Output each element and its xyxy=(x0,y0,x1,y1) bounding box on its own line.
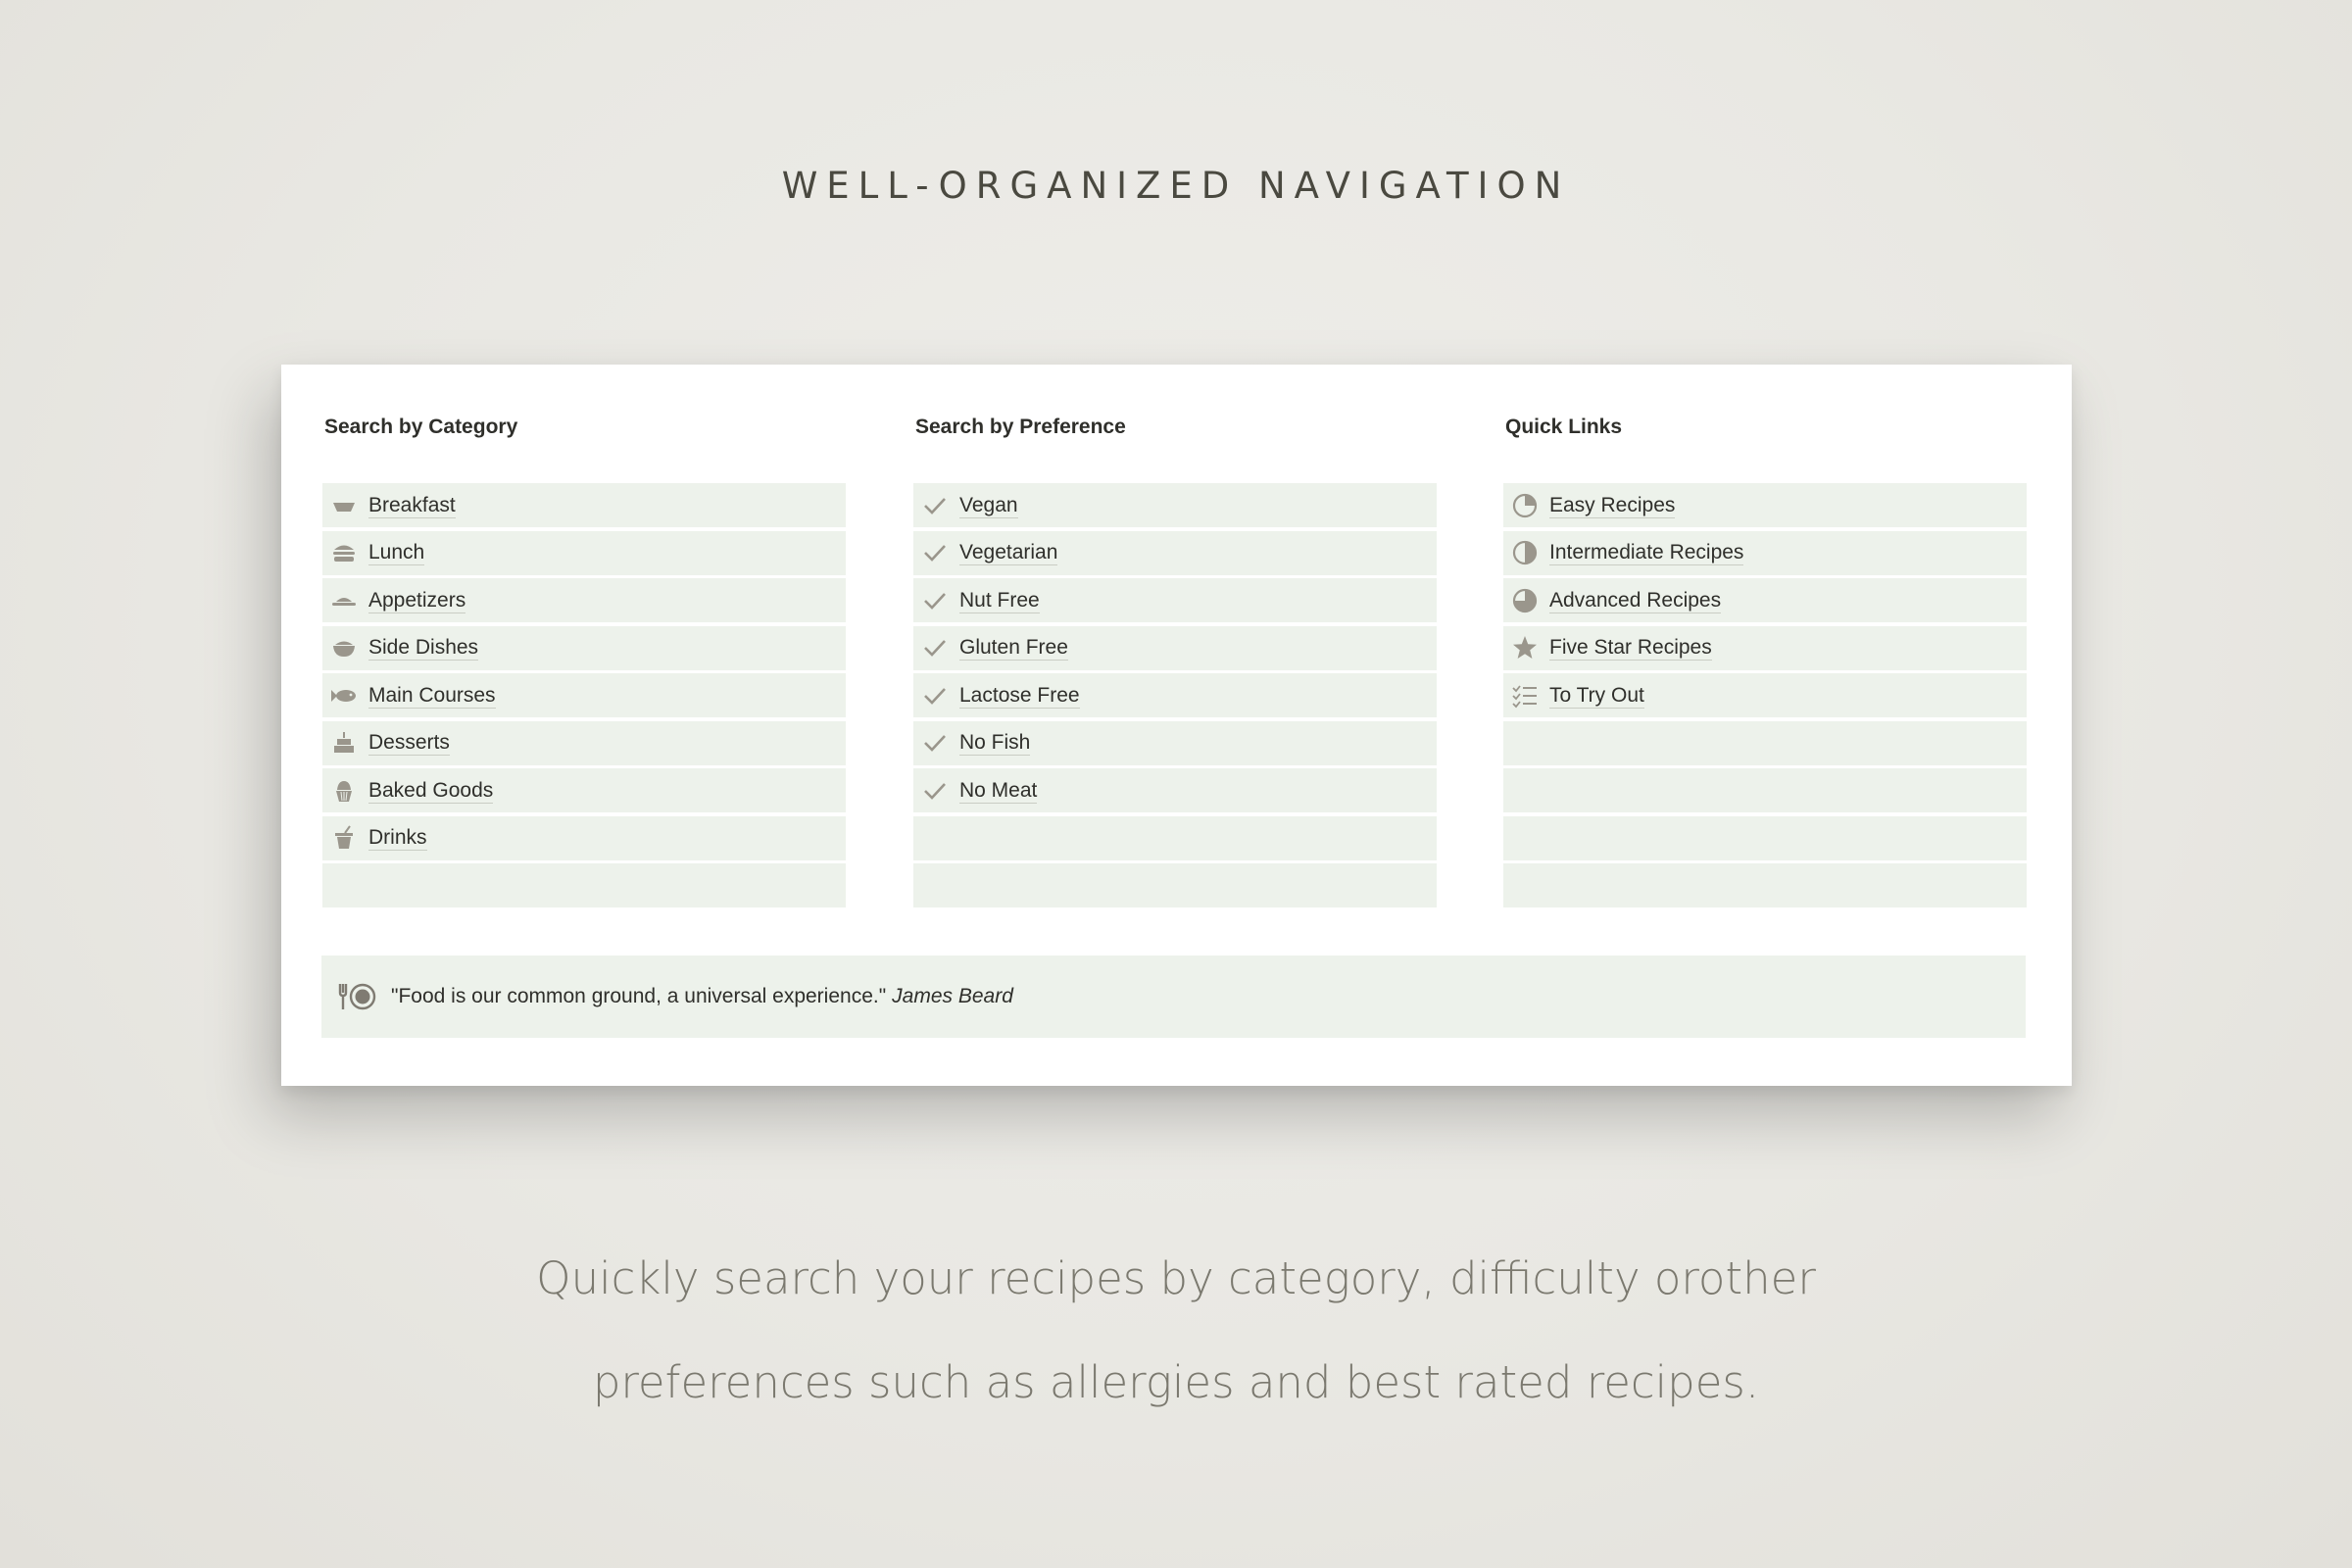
preference-item-empty xyxy=(913,863,1437,907)
quote-callout xyxy=(321,956,2026,1038)
preference-item-gluten-free[interactable] xyxy=(913,626,1437,670)
check-icon xyxy=(921,682,949,710)
category-item-label: Baked Goods xyxy=(368,778,494,802)
category-item-label: Main Courses xyxy=(368,683,496,707)
quick-link-five-star-recipes[interactable] xyxy=(1503,626,2027,670)
category-item-baked-goods[interactable] xyxy=(322,768,846,812)
cake-icon xyxy=(330,729,358,757)
check-icon xyxy=(921,539,949,566)
quick-link-intermediate-recipes[interactable] xyxy=(1503,531,2027,575)
category-item-appetizers[interactable] xyxy=(322,578,846,622)
category-item-label: Desserts xyxy=(368,731,450,754)
quick-link-advanced-recipes[interactable] xyxy=(1503,578,2027,622)
check-icon xyxy=(921,587,949,614)
subtitle-line-1: Quickly search your recipes by category, difficulty orother xyxy=(536,1252,1816,1304)
quick-link-empty xyxy=(1503,721,2027,765)
preference-item-label: No Fish xyxy=(959,731,1031,754)
salad-bowl-icon xyxy=(330,634,358,662)
category-item-side-dishes[interactable] xyxy=(322,626,846,670)
category-item-label: Appetizers xyxy=(368,588,466,612)
quick-link-empty xyxy=(1503,863,2027,907)
category-item-drinks[interactable] xyxy=(322,816,846,860)
category-item-desserts[interactable] xyxy=(322,721,846,765)
preference-item-label: Vegan xyxy=(959,493,1018,516)
category-item-breakfast[interactable] xyxy=(322,483,846,527)
cupcake-icon xyxy=(330,777,358,805)
page-headline: WELL-ORGANIZED NAVIGATION xyxy=(781,165,1571,207)
check-icon xyxy=(921,492,949,519)
preference-item-vegetarian[interactable] xyxy=(913,531,1437,575)
fish-icon xyxy=(330,682,358,710)
preference-column-title: Search by Preference xyxy=(915,416,1126,438)
drink-icon xyxy=(330,824,358,852)
bowl-icon xyxy=(330,492,358,519)
check-icon xyxy=(921,729,949,757)
quote-author: James Beard xyxy=(892,985,1013,1007)
category-item-lunch[interactable] xyxy=(322,531,846,575)
check-icon xyxy=(921,777,949,805)
quick-links-column-title: Quick Links xyxy=(1505,416,1623,438)
category-item-label: Side Dishes xyxy=(368,636,479,659)
category-item-label: Drinks xyxy=(368,826,427,849)
preference-item-label: Lactose Free xyxy=(959,683,1080,707)
preference-item-no-fish[interactable] xyxy=(913,721,1437,765)
preference-item-label: No Meat xyxy=(959,778,1038,802)
check-icon xyxy=(921,634,949,662)
category-item-label: Breakfast xyxy=(368,493,456,516)
quick-link-empty xyxy=(1503,768,2027,812)
burger-icon xyxy=(330,539,358,566)
preference-item-empty xyxy=(913,816,1437,860)
preference-item-lactose-free[interactable] xyxy=(913,673,1437,717)
quote-text: "Food is our common ground, a universal experience." xyxy=(391,985,887,1007)
quick-link-label: Easy Recipes xyxy=(1549,493,1676,516)
quick-link-easy-recipes[interactable] xyxy=(1503,483,2027,527)
quick-link-label: Advanced Recipes xyxy=(1549,588,1722,612)
platter-icon xyxy=(330,587,358,614)
quick-link-label: Five Star Recipes xyxy=(1549,636,1712,659)
circle-quarter-icon xyxy=(1511,492,1539,519)
subtitle-line-2: preferences such as allergies and best rated recipes. xyxy=(592,1356,1760,1408)
preference-item-vegan[interactable] xyxy=(913,483,1437,527)
category-item-main-courses[interactable] xyxy=(322,673,846,717)
quick-link-label: To Try Out xyxy=(1549,683,1644,707)
star-icon xyxy=(1511,634,1539,662)
preference-item-label: Gluten Free xyxy=(959,636,1068,659)
fork-plate-icon xyxy=(337,981,376,1012)
category-column-title: Search by Category xyxy=(324,416,518,438)
quick-links-list xyxy=(1503,483,2027,911)
category-item-empty xyxy=(322,863,846,907)
preference-item-label: Vegetarian xyxy=(959,541,1058,564)
preference-list xyxy=(913,483,1437,911)
preference-item-no-meat[interactable] xyxy=(913,768,1437,812)
preference-item-nut-free[interactable] xyxy=(913,578,1437,622)
preference-item-label: Nut Free xyxy=(959,588,1040,612)
circle-half-icon xyxy=(1511,539,1539,566)
quick-link-to-try-out[interactable] xyxy=(1503,673,2027,717)
category-item-label: Lunch xyxy=(368,541,425,564)
quick-link-empty xyxy=(1503,816,2027,860)
navigation-card xyxy=(281,365,2072,1086)
quick-link-label: Intermediate Recipes xyxy=(1549,541,1744,564)
category-list xyxy=(322,483,846,911)
circle-three-quarter-icon xyxy=(1511,587,1539,614)
checklist-icon xyxy=(1511,682,1539,710)
